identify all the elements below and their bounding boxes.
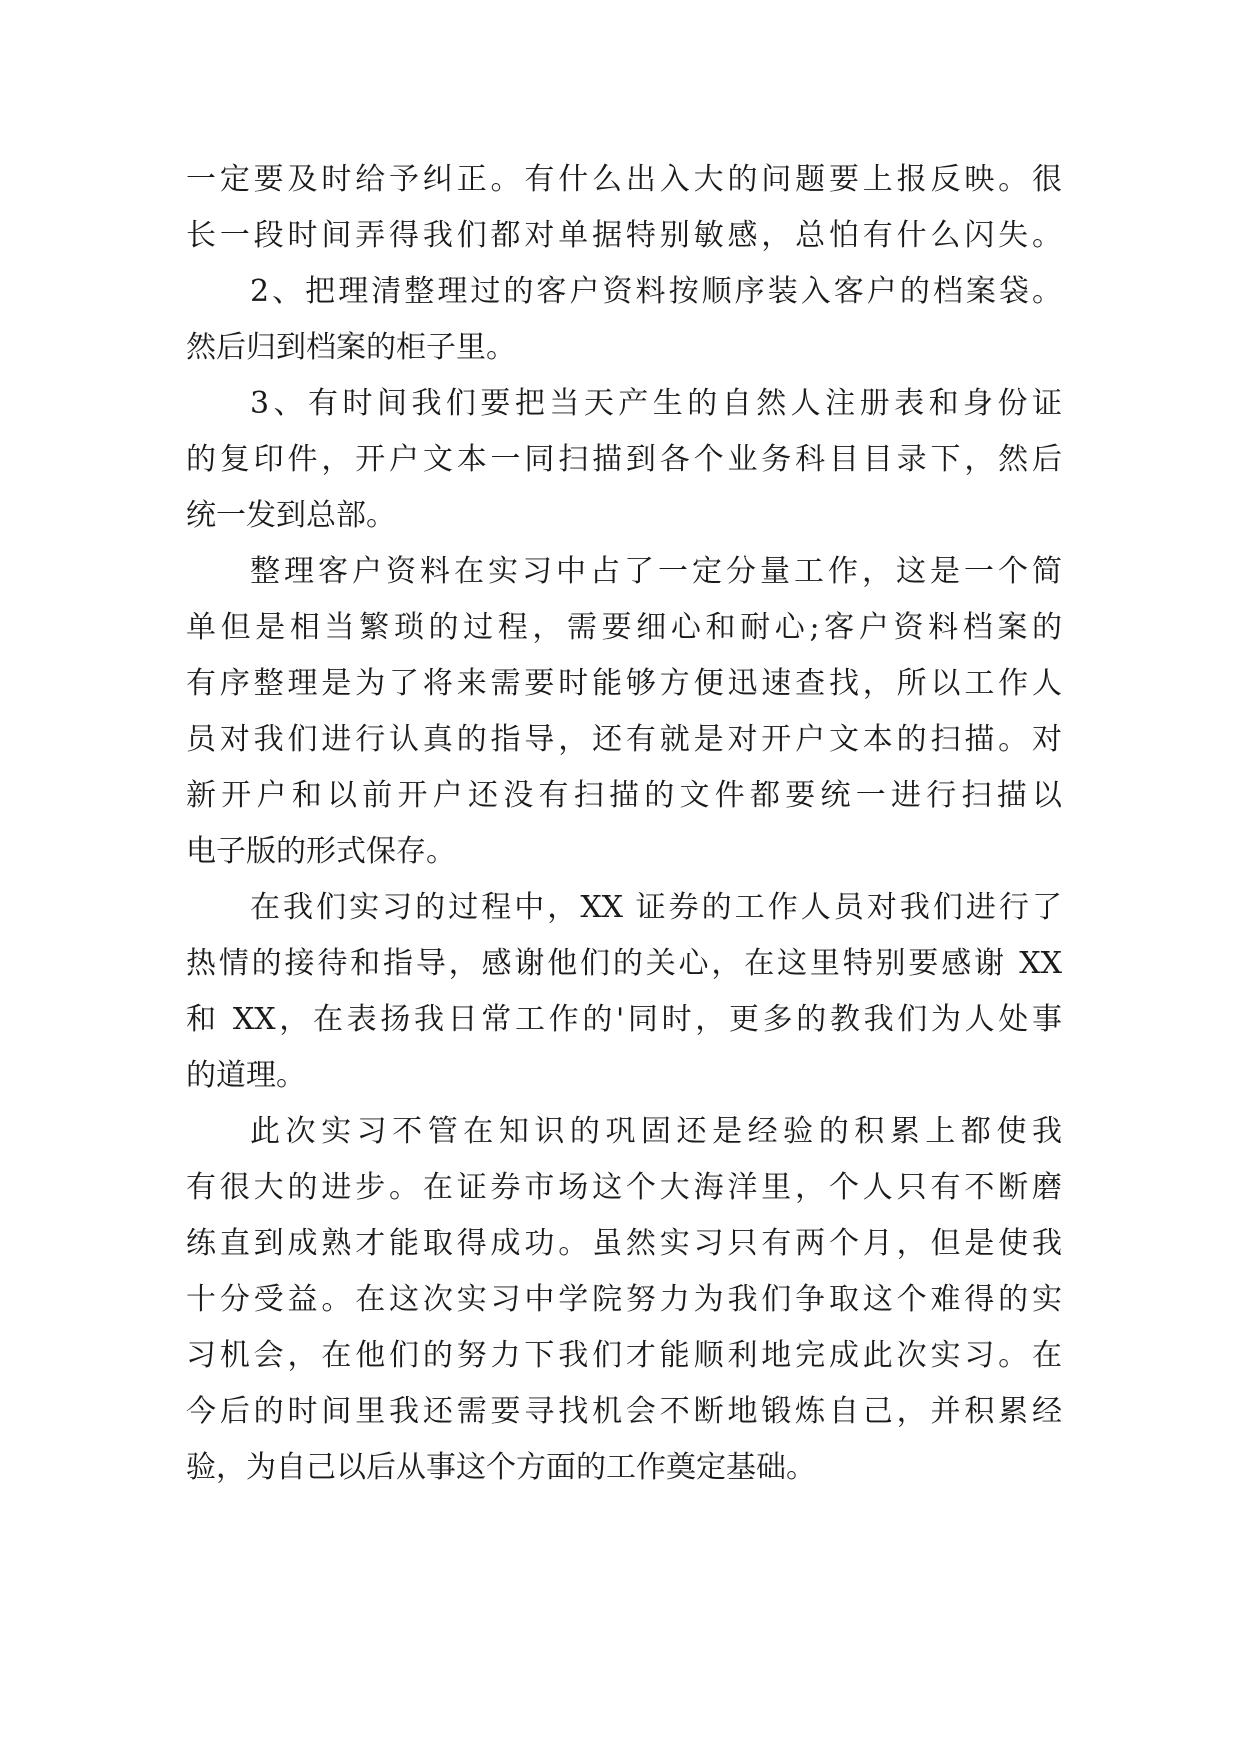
text-line: 有序整理是为了将来需要时能够方便迅速查找，所以工作人 bbox=[186, 666, 1062, 701]
text-line: 热情的接待和指导，感谢他们的关心，在这里特别要感谢 XX bbox=[186, 946, 1062, 981]
text-line: 有很大的进步。在证券市场这个大海洋里，个人只有不断磨 bbox=[186, 1170, 1062, 1205]
text-line: 的道理。 bbox=[186, 1058, 306, 1093]
text-line: 此次实习不管在知识的巩固还是经验的积累上都使我 bbox=[250, 1114, 1062, 1149]
text-line: 和 XX，在表扬我日常工作的'同时，更多的教我们为人处事 bbox=[186, 1002, 1062, 1037]
text-line: 3、有时间我们要把当天产生的自然人注册表和身份证 bbox=[250, 386, 1062, 421]
text-line: 然后归到档案的柜子里。 bbox=[186, 330, 516, 365]
body-text bbox=[186, 152, 1062, 1496]
text-line: 新开户和以前开户还没有扫描的文件都要统一进行扫描以 bbox=[186, 778, 1062, 813]
text-line: 验，为自己以后从事这个方面的工作奠定基础。 bbox=[186, 1450, 816, 1485]
text-line: 练直到成熟才能取得成功。虽然实习只有两个月，但是使我 bbox=[186, 1226, 1062, 1261]
text-line: 员对我们进行认真的指导，还有就是对开户文本的扫描。对 bbox=[186, 722, 1062, 757]
text-line: 统一发到总部。 bbox=[186, 498, 396, 533]
text-line: 今后的时间里我还需要寻找机会不断地锻炼自己，并积累经 bbox=[186, 1394, 1062, 1429]
text-line: 在我们实习的过程中，XX 证券的工作人员对我们进行了 bbox=[250, 890, 1062, 925]
text-line: 的复印件，开户文本一同扫描到各个业务科目目录下，然后 bbox=[186, 442, 1062, 477]
text-line: 整理客户资料在实习中占了一定分量工作，这是一个简 bbox=[250, 554, 1062, 589]
text-line: 长一段时间弄得我们都对单据特别敏感，总怕有什么闪失。 bbox=[186, 218, 1062, 253]
text-line: 电子版的形式保存。 bbox=[186, 834, 456, 869]
text-line: 习机会，在他们的努力下我们才能顺利地完成此次实习。在 bbox=[186, 1338, 1062, 1373]
text-line: 2、把理清整理过的客户资料按顺序装入客户的档案袋。 bbox=[250, 274, 1062, 309]
text-line: 单但是相当繁琐的过程，需要细心和耐心;客户资料档案的 bbox=[186, 610, 1062, 645]
text-line: 一定要及时给予纠正。有什么出入大的问题要上报反映。很 bbox=[186, 162, 1062, 197]
text-line: 十分受益。在这次实习中学院努力为我们争取这个难得的实 bbox=[186, 1282, 1062, 1317]
